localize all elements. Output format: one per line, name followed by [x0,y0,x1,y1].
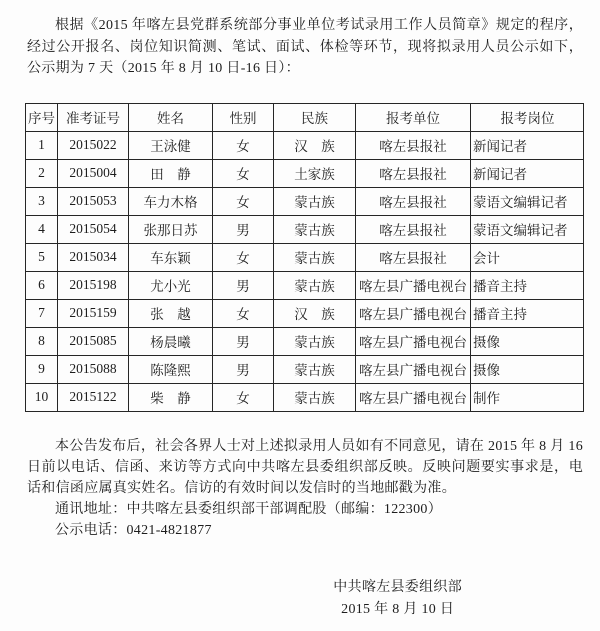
table-cell: 喀左县报社 [356,159,471,187]
table-cell: 喀左县广播电视台 [356,271,471,299]
table-row [26,215,584,243]
table-cell: 2015004 [58,159,129,187]
header-serial-number: 序号 [26,103,58,131]
table-cell: 蒙语文编辑记者 [471,187,584,215]
table-cell: 2015088 [58,355,129,383]
table-cell: 6 [26,271,58,299]
table-cell: 喀左县广播电视台 [356,299,471,327]
table-cell: 男 [213,271,274,299]
table-cell: 女 [213,159,274,187]
contact-phone: 公示电话：0421-4821877 [55,522,212,538]
table-cell: 喀左县报社 [356,187,471,215]
table-row [26,383,584,411]
table-cell: 2015053 [58,187,129,215]
table-row [26,327,584,355]
table-cell: 喀左县报社 [356,131,471,159]
table-row [26,355,584,383]
table-cell: 蒙语文编辑记者 [471,215,584,243]
table-cell: 喀左县报社 [356,243,471,271]
header-exam-id: 准考证号 [58,103,129,131]
table-cell: 3 [26,187,58,215]
table-cell: 车东颖 [129,243,213,271]
table-cell: 摄像 [471,327,584,355]
table-cell: 制作 [471,383,584,411]
table-cell: 喀左县广播电视台 [356,355,471,383]
hired-personnel-table [25,103,584,412]
table-cell: 9 [26,355,58,383]
table-cell: 播音主持 [471,271,584,299]
table-cell: 2015159 [58,299,129,327]
table-cell: 1 [26,131,58,159]
table-cell: 2015122 [58,383,129,411]
table-row [26,271,584,299]
table-cell: 女 [213,383,274,411]
header-name: 姓名 [129,103,213,131]
signature-organization: 中共喀左县委组织部 [333,579,462,595]
header-gender: 性别 [213,103,274,131]
signature-date: 2015 年 8 月 10 日 [341,601,455,617]
table-cell: 新闻记者 [471,131,584,159]
table-cell: 2015022 [58,131,129,159]
table-cell: 蒙古族 [274,383,356,411]
table-row [26,243,584,271]
table-cell: 喀左县广播电视台 [356,383,471,411]
table-cell: 蒙古族 [274,243,356,271]
header-applied-post: 报考岗位 [471,103,584,131]
table-cell: 喀左县报社 [356,215,471,243]
table-cell: 陈隆熙 [129,355,213,383]
table-body [26,131,584,411]
header-applied-unit: 报考单位 [356,103,471,131]
table-cell: 2015198 [58,271,129,299]
header-ethnicity: 民族 [274,103,356,131]
table-cell: 男 [213,215,274,243]
table-cell: 10 [26,383,58,411]
table-cell: 杨晨曦 [129,327,213,355]
table-cell: 蒙古族 [274,271,356,299]
table-cell: 张 越 [129,299,213,327]
table-cell: 男 [213,327,274,355]
table-row [26,299,584,327]
table-cell: 2 [26,159,58,187]
table-cell: 喀左县广播电视台 [356,327,471,355]
table-cell: 2015085 [58,327,129,355]
table-cell: 摄像 [471,355,584,383]
table-cell: 新闻记者 [471,159,584,187]
table-cell: 男 [213,355,274,383]
table-cell: 女 [213,131,274,159]
table-cell: 2015054 [58,215,129,243]
table-cell: 7 [26,299,58,327]
table-cell: 柴 静 [129,383,213,411]
table-cell: 4 [26,215,58,243]
table-cell: 8 [26,327,58,355]
table-cell: 播音主持 [471,299,584,327]
table-cell: 2015034 [58,243,129,271]
table-cell: 5 [26,243,58,271]
table-cell: 汉 族 [274,299,356,327]
table-row [26,159,584,187]
table-cell: 会计 [471,243,584,271]
table-cell: 蒙古族 [274,355,356,383]
table-header-row [26,103,584,131]
table-cell: 女 [213,299,274,327]
table-cell: 王泳健 [129,131,213,159]
table-cell: 田 静 [129,159,213,187]
table-cell: 女 [213,243,274,271]
table-cell: 女 [213,187,274,215]
signature-block [333,577,462,621]
table-row [26,187,584,215]
table-cell: 蒙古族 [274,187,356,215]
table-cell: 蒙古族 [274,215,356,243]
table-cell: 汉 族 [274,131,356,159]
contact-address: 通讯地址：中共喀左县委组织部干部调配股（邮编：122300） [55,501,442,517]
outro-paragraph: 本公告发布后，社会各界人士对上述拟录用人员如有不同意见，请在 2015 年 8 月 16 日前以电话、信函、来访等方式向中共喀左县委组织部反映。反映问题要实事求是，电话和信函应属真实姓名。信访的有效时间以发信时的当地邮戳为准。 [27,438,583,496]
table-cell: 土家族 [274,159,356,187]
intro-paragraph: 根据《2015 年喀左县党群系统部分事业单位考试录用工作人员简章》规定的程序，经过公开报名、岗位知识简测、笔试、面试、体检等环节，现将拟录用人员公示如下，公示期为 7 天（2015 年 8 月 10 日-16 日）： [27,18,583,76]
table-cell: 尤小光 [129,271,213,299]
table-cell: 蒙古族 [274,327,356,355]
table-cell: 车力木格 [129,187,213,215]
table-cell: 张那日苏 [129,215,213,243]
table-row [26,131,584,159]
